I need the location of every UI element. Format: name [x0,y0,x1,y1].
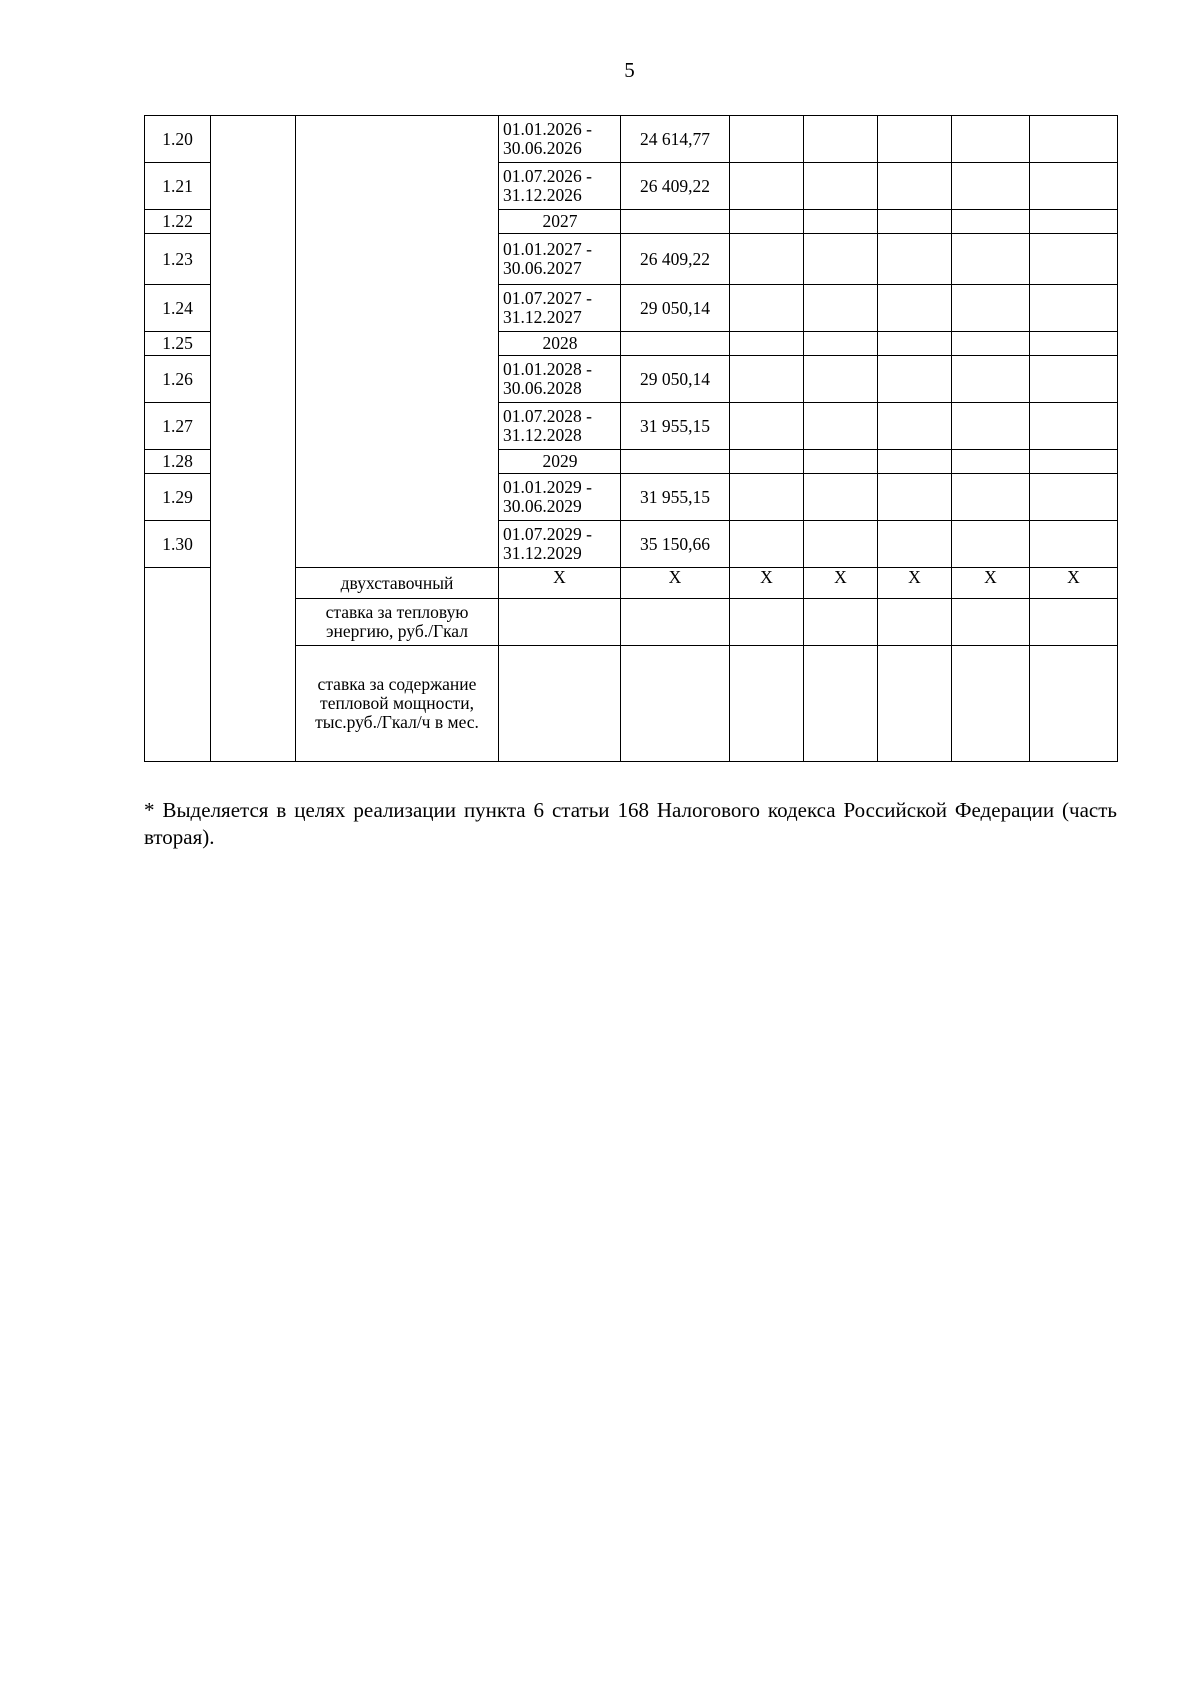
empty-cell [952,450,1030,474]
empty-cell [730,521,804,568]
tariff-value-cell: 26 409,22 [621,163,730,210]
row-number: 1.22 [145,210,211,234]
period-cell: 01.07.2026 - 31.12.2026 [499,163,621,210]
empty-cell [952,521,1030,568]
empty-cell [804,234,878,285]
empty-cell [878,234,952,285]
row-number: 1.28 [145,450,211,474]
footnote: * Выделяется в целях реализации пункта 6 статьи 168 Налогового кодекса Российской Федерации (часть вторая). [144,798,1117,849]
empty-cell [1030,332,1118,356]
not-applicable-mark: Х [499,568,621,599]
period-cell: 2028 [499,332,621,356]
empty-cell [878,210,952,234]
empty-merged-cell [211,116,296,762]
period-cell: 01.01.2027 - 30.06.2027 [499,234,621,285]
empty-cell [952,403,1030,450]
empty-cell [730,234,804,285]
empty-cell [804,332,878,356]
empty-cell [1030,356,1118,403]
period-cell: 01.07.2029 - 31.12.2029 [499,521,621,568]
empty-cell [878,116,952,163]
empty-cell [878,285,952,332]
empty-cell [1030,285,1118,332]
empty-cell [804,474,878,521]
empty-cell [730,646,804,762]
empty-cell [1030,163,1118,210]
empty-cell [1030,646,1118,762]
empty-cell [730,116,804,163]
not-applicable-mark: Х [1030,568,1118,599]
tariff-value-cell: 29 050,14 [621,356,730,403]
empty-cell [804,285,878,332]
empty-cell [730,403,804,450]
empty-cell [804,403,878,450]
empty-cell [730,356,804,403]
empty-cell [952,356,1030,403]
not-applicable-mark: Х [878,568,952,599]
period-cell: 01.07.2028 - 31.12.2028 [499,403,621,450]
empty-cell [621,599,730,646]
tariff-value-cell: 35 150,66 [621,521,730,568]
empty-cell [952,474,1030,521]
empty-cell [730,332,804,356]
empty-cell [878,163,952,210]
period-cell: 01.01.2026 - 30.06.2026 [499,116,621,163]
not-applicable-mark: Х [804,568,878,599]
tariff-table [144,115,1118,762]
period-cell: 01.07.2027 - 31.12.2027 [499,285,621,332]
tariff-value-cell [621,332,730,356]
not-applicable-mark: Х [730,568,804,599]
tariff-value-cell: 24 614,77 [621,116,730,163]
empty-cell [1030,210,1118,234]
capacity-rate-label: ставка за содержание тепловой мощности, тыс.руб./Гкал/ч в мес. [296,646,499,762]
empty-cell [730,285,804,332]
empty-cell [952,599,1030,646]
empty-cell [952,210,1030,234]
empty-cell [952,332,1030,356]
empty-cell [730,474,804,521]
empty-cell [804,450,878,474]
row-number: 1.23 [145,234,211,285]
empty-cell [730,450,804,474]
empty-cell [730,163,804,210]
not-applicable-mark: Х [952,568,1030,599]
row-number: 1.24 [145,285,211,332]
empty-cell [952,234,1030,285]
period-cell: 01.01.2029 - 30.06.2029 [499,474,621,521]
empty-cell [878,599,952,646]
empty-cell [804,356,878,403]
empty-cell [499,599,621,646]
tariff-value-cell [621,210,730,234]
tariff-value-cell: 31 955,15 [621,403,730,450]
empty-merged-cell [145,568,211,762]
row-number: 1.27 [145,403,211,450]
not-applicable-mark: Х [621,568,730,599]
empty-cell [878,521,952,568]
empty-cell [878,403,952,450]
empty-cell [952,646,1030,762]
tariff-value-cell: 31 955,15 [621,474,730,521]
row-number: 1.25 [145,332,211,356]
row-number: 1.20 [145,116,211,163]
row-number: 1.21 [145,163,211,210]
empty-merged-cell [296,116,499,568]
row-number: 1.26 [145,356,211,403]
empty-cell [499,646,621,762]
empty-cell [804,599,878,646]
empty-cell [804,521,878,568]
two-part-label: двухставочный [296,568,499,599]
period-cell: 01.01.2028 - 30.06.2028 [499,356,621,403]
table-row [145,116,1118,163]
tariff-value-cell: 26 409,22 [621,234,730,285]
empty-cell [878,646,952,762]
empty-cell [804,646,878,762]
empty-cell [621,646,730,762]
empty-cell [952,285,1030,332]
tariff-value-cell: 29 050,14 [621,285,730,332]
page-number: 5 [624,58,635,82]
empty-cell [1030,474,1118,521]
empty-cell [952,116,1030,163]
empty-cell [1030,521,1118,568]
empty-cell [952,163,1030,210]
empty-cell [804,210,878,234]
empty-cell [1030,234,1118,285]
empty-cell [878,450,952,474]
empty-cell [878,356,952,403]
row-number: 1.29 [145,474,211,521]
empty-cell [1030,450,1118,474]
row-number: 1.30 [145,521,211,568]
empty-cell [1030,116,1118,163]
tariff-value-cell [621,450,730,474]
empty-cell [878,332,952,356]
empty-cell [804,163,878,210]
period-cell: 2029 [499,450,621,474]
period-cell: 2027 [499,210,621,234]
energy-rate-label: ставка за тепловую энергию, руб./Гкал [296,599,499,646]
empty-cell [878,474,952,521]
empty-cell [804,116,878,163]
empty-cell [730,210,804,234]
empty-cell [1030,403,1118,450]
empty-cell [730,599,804,646]
empty-cell [1030,599,1118,646]
